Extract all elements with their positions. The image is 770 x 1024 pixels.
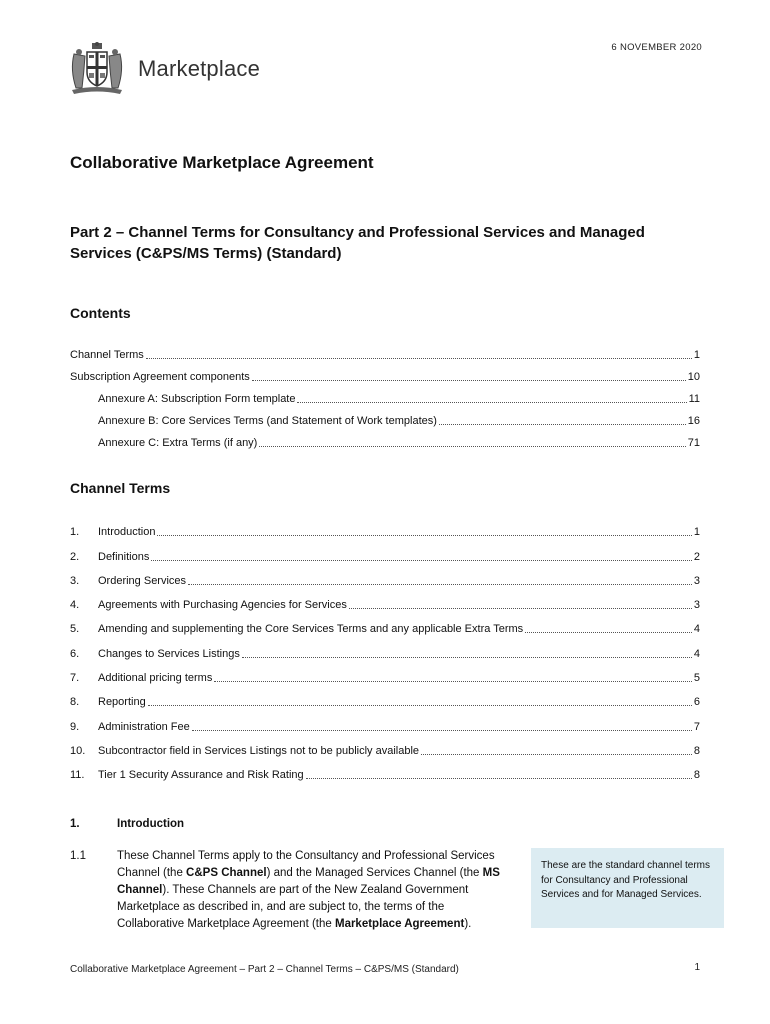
toc-entry-label: Amending and supplementing the Core Services Terms and any applicable Extra Terms [98, 623, 524, 636]
toc-entry[interactable] [70, 340, 700, 362]
toc-entry[interactable] [70, 588, 700, 612]
clause-text-part: ). These Channels are part of the New Zealand Government Marketplace as described in, and are subject to, the terms of the Collaborative Marketplace Agreement (the [117, 884, 469, 930]
toc-entry[interactable] [70, 758, 700, 782]
toc-entry-page: 4 [693, 623, 700, 636]
clause-text [117, 848, 507, 933]
clause-number: 1.1 [70, 850, 86, 862]
dot-leader [146, 358, 692, 359]
clause-text-part: ) and the Managed Services Channel (the [266, 867, 483, 879]
toc-entry-number: 2. [70, 550, 80, 563]
toc-entry-number: 7. [70, 672, 80, 685]
clause-text-part: ). [464, 918, 472, 930]
toc-entry-page: 10 [687, 371, 700, 383]
toc-entry-number: 5. [70, 623, 80, 636]
toc-entry-page: 3 [693, 574, 700, 587]
toc-entry-number: 10. [70, 744, 86, 757]
dot-leader [439, 424, 686, 425]
toc-entry-label: Subcontractor field in Services Listings not to be publicly available [98, 744, 420, 757]
dot-leader [259, 446, 685, 447]
toc-entry[interactable] [70, 564, 700, 588]
dot-leader [192, 730, 692, 731]
toc-entry-number: 9. [70, 720, 80, 733]
defined-term: Marketplace Agreement [334, 918, 465, 930]
dot-leader [349, 608, 692, 609]
toc-entry-page: 7 [693, 720, 700, 733]
channel-terms-list [70, 515, 700, 782]
page-footer: Collaborative Marketplace Agreement – Part 2 – Channel Terms – C&PS/MS (Standard) [70, 964, 459, 975]
dot-leader [157, 535, 691, 536]
toc-entry-label: Agreements with Purchasing Agencies for Services [98, 599, 347, 612]
toc-entry-number: 11. [70, 769, 85, 782]
contents-heading: Contents [70, 305, 131, 321]
toc-entry-number: 1. [70, 526, 80, 539]
toc-entry-label: Channel Terms [70, 349, 144, 361]
toc-entry-page: 3 [693, 599, 700, 612]
toc-entry-page: 6 [693, 696, 700, 709]
toc-entry-page: 16 [687, 415, 700, 427]
dot-leader [188, 584, 692, 585]
toc-entry[interactable] [70, 539, 700, 563]
document-title: Collaborative Marketplace Agreement [70, 153, 374, 172]
clause-1-1 [70, 848, 507, 933]
toc-entry-label: Changes to Services Listings [98, 647, 240, 660]
defined-term: MS Channel [117, 867, 500, 896]
dot-leader [525, 632, 692, 633]
dot-leader [421, 754, 692, 755]
defined-term: C&PS Channel [186, 867, 267, 879]
document-date: 6 NOVEMBER 2020 [611, 42, 702, 53]
dot-leader [214, 681, 692, 682]
toc-entry[interactable] [70, 709, 700, 733]
toc-entry-page: 8 [693, 744, 700, 757]
brand-name: Marketplace [138, 56, 261, 81]
toc-entry[interactable] [70, 734, 700, 758]
toc-entry-page: 1 [693, 526, 700, 539]
dot-leader [151, 560, 692, 561]
toc-entry-page: 4 [693, 647, 700, 660]
toc-entry-page: 11 [688, 393, 700, 405]
toc-entry[interactable] [70, 428, 700, 450]
toc-entry[interactable] [70, 384, 700, 406]
toc-entry[interactable] [70, 515, 700, 539]
clause-text-part: These Channel Terms apply to the Consultancy and Professional Services Channel (the [117, 850, 495, 879]
toc-entry-page: 8 [693, 769, 700, 782]
side-note: These are the standard channel terms for Consultancy and Professional Services and for Managed Services. [531, 848, 724, 928]
dot-leader [148, 705, 692, 706]
section-title: Introduction [117, 818, 185, 830]
toc-entry[interactable] [70, 685, 700, 709]
toc-entry-number: 3. [70, 574, 80, 587]
nz-coat-of-arms-icon [68, 42, 126, 96]
toc-entry-label: Ordering Services [98, 574, 187, 587]
toc-entry-label: Reporting [98, 696, 146, 709]
toc-entry[interactable] [70, 362, 700, 384]
toc-entry-label: Tier 1 Security Assurance and Risk Rating [98, 769, 304, 782]
dot-leader [306, 778, 692, 779]
toc-entry-label: Annexure B: Core Services Terms (and Statement of Work templates) [98, 415, 437, 427]
toc-entry-number: 6. [70, 647, 80, 660]
part-heading: Part 2 – Channel Terms for Consultancy and Professional Services and Managed Services (C&PS/MS Terms) (Standard) [70, 224, 645, 262]
toc-entry-label: Definitions [98, 550, 150, 563]
contents-list [70, 340, 700, 450]
toc-entry-page: 71 [687, 437, 700, 449]
toc-entry-label: Introduction [98, 526, 156, 539]
toc-entry-label: Subscription Agreement components [70, 371, 250, 383]
toc-entry-number: 4. [70, 599, 80, 612]
toc-entry[interactable] [70, 406, 700, 428]
toc-entry-page: 2 [693, 550, 700, 563]
toc-entry[interactable] [70, 612, 700, 636]
section-number: 1. [70, 818, 80, 830]
toc-entry-label: Additional pricing terms [98, 672, 213, 685]
page-number: 1 [694, 962, 700, 973]
dot-leader [252, 380, 686, 381]
toc-entry-number: 8. [70, 696, 80, 709]
toc-entry-label: Annexure C: Extra Terms (if any) [98, 437, 258, 449]
dot-leader [242, 657, 692, 658]
toc-entry-label: Administration Fee [98, 720, 190, 733]
toc-entry-label: Annexure A: Subscription Form template [98, 393, 296, 405]
toc-entry-page: 1 [693, 349, 700, 361]
section-heading [70, 818, 184, 830]
toc-entry-page: 5 [693, 672, 700, 685]
toc-entry[interactable] [70, 661, 700, 685]
channel-terms-heading: Channel Terms [70, 480, 171, 496]
dot-leader [297, 402, 686, 403]
marketplace-logo [68, 42, 260, 96]
toc-entry[interactable] [70, 636, 700, 660]
